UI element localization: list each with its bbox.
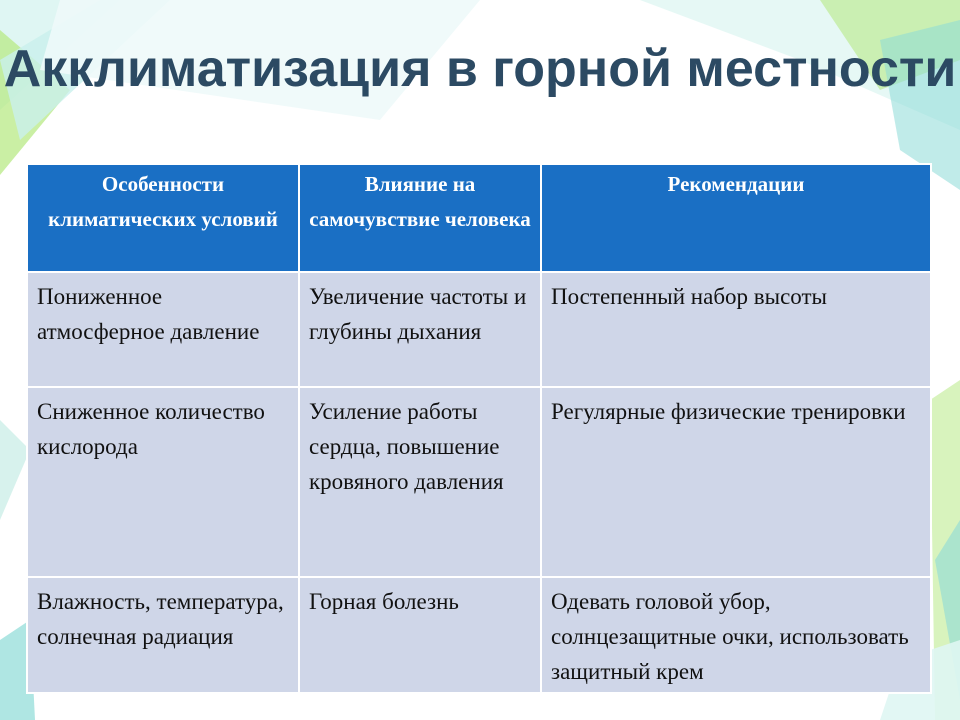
table-cell: Увеличение частоты и глубины дыхания xyxy=(299,272,541,387)
header-effect-on-wellbeing: Влияние на самочувствие человека xyxy=(299,164,541,272)
table-cell: Регулярные физические тренировки xyxy=(541,387,931,577)
header-climate-features: Особенности климатических условий xyxy=(27,164,299,272)
table-cell: Сниженное количество кислорода xyxy=(27,387,299,577)
table-cell: Горная болезнь xyxy=(299,577,541,693)
table-row xyxy=(27,577,931,693)
table-cell: Усиление работы сердца, повышение кровяного давления xyxy=(299,387,541,577)
table-cell: Одевать головой убор, солнцезащитные очки, использовать защитный крем xyxy=(541,577,931,693)
table-cell: Постепенный набор высоты xyxy=(541,272,931,387)
table-cell: Влажность, температура, солнечная радиация xyxy=(27,577,299,693)
table-row xyxy=(27,272,931,387)
table-header-row xyxy=(27,164,931,272)
table-container xyxy=(26,163,930,694)
table-row xyxy=(27,387,931,577)
slide-title: Акклиматизация в горной местности xyxy=(3,40,957,98)
acclimatization-table xyxy=(26,163,932,694)
table-cell: Пониженное атмосферное давление xyxy=(27,272,299,387)
header-recommendations: Рекомендации xyxy=(541,164,931,272)
